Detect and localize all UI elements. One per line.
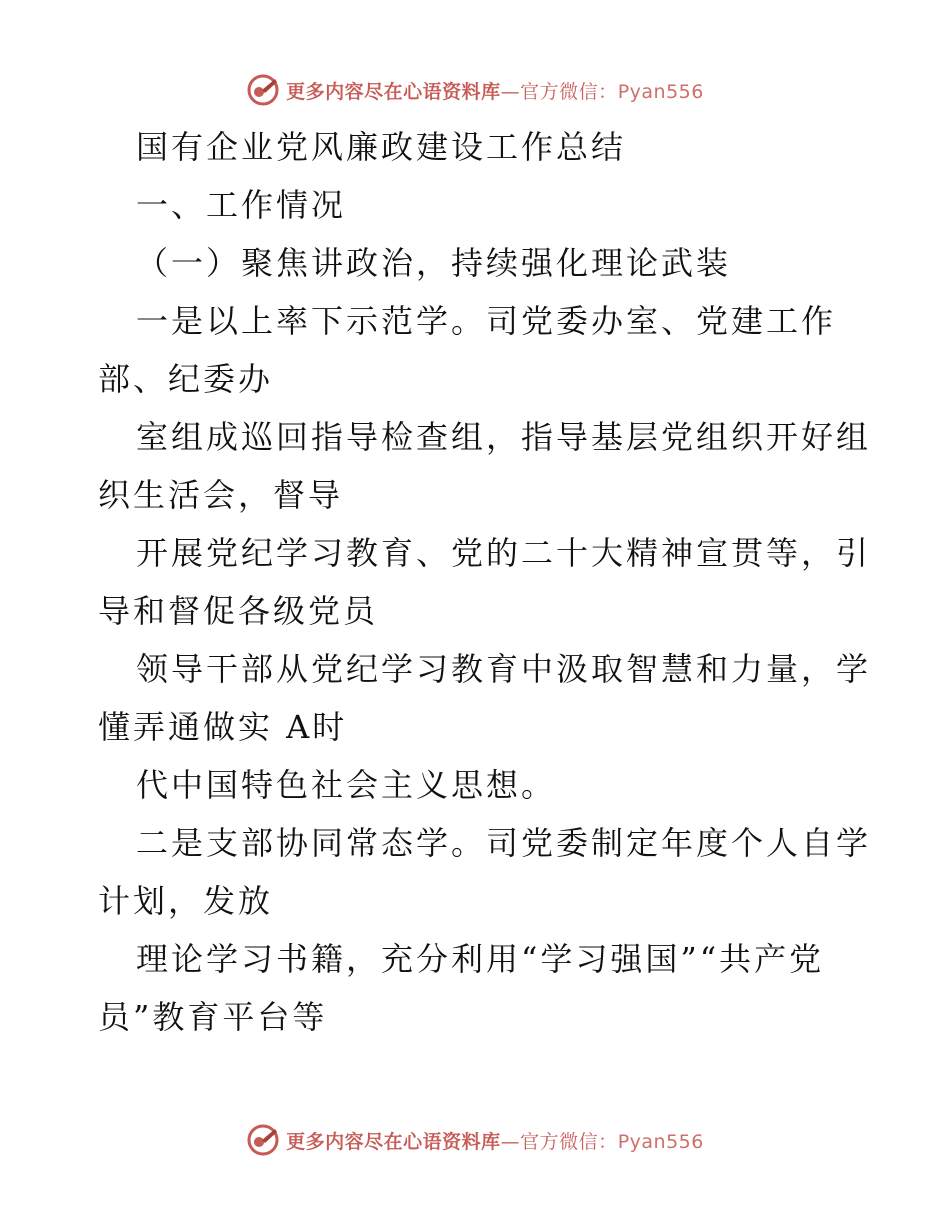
paragraph-line: 部、纪委办: [98, 360, 274, 398]
paragraph-line: 代中国特色社会主义思想。: [136, 766, 557, 804]
watermark-suffix: 官方微信：: [520, 80, 618, 103]
watermark-id: Pyan556: [617, 1130, 704, 1153]
paragraph-line: 织生活会，督导: [98, 476, 344, 514]
footer-watermark-banner: [0, 1120, 950, 1160]
document-title: 国有企业党风廉政建设工作总结: [136, 128, 627, 166]
paragraph-line: 员”教育平台等: [98, 998, 328, 1036]
paragraph-line: 导和督促各级党员: [98, 592, 379, 630]
paragraph-line: 理论学习书籍，充分利用“学习强国”“共产党: [136, 940, 825, 978]
paragraph-line: 一是以上率下示范学。司党委办室、党建工作: [136, 302, 837, 340]
watermark-text: [286, 77, 704, 104]
logo-icon: [246, 73, 280, 107]
paragraph-line: 领导干部从党纪学习教育中汲取智慧和力量，学: [136, 650, 872, 688]
watermark-id: Pyan556: [617, 80, 704, 103]
paragraph-line: 懂弄通做实 A时: [98, 708, 348, 746]
paragraph-line: 二是支部协同常态学。司党委制定年度个人自学: [136, 824, 872, 862]
document-body: [98, 118, 872, 1046]
paragraph-line: 室组成巡回指导检查组，指导基层党组织开好组: [136, 418, 872, 456]
watermark-dash: —: [500, 80, 521, 103]
watermark-brand: 更多内容尽在心语资料库: [286, 80, 501, 103]
paragraph-line: 计划，发放: [98, 882, 274, 920]
header-watermark-banner: [0, 70, 950, 110]
watermark-suffix: 官方微信：: [520, 1130, 618, 1153]
watermark-text: [286, 1127, 704, 1154]
logo-icon: [246, 1123, 280, 1157]
paragraph-line: 开展党纪学习教育、党的二十大精神宣贯等，引: [136, 534, 872, 572]
subsection-heading: （一）聚焦讲政治，持续强化理论武装: [136, 244, 732, 282]
section-heading: 一、工作情况: [136, 186, 347, 224]
watermark-dash: —: [500, 1130, 521, 1153]
watermark-brand: 更多内容尽在心语资料库: [286, 1130, 501, 1153]
